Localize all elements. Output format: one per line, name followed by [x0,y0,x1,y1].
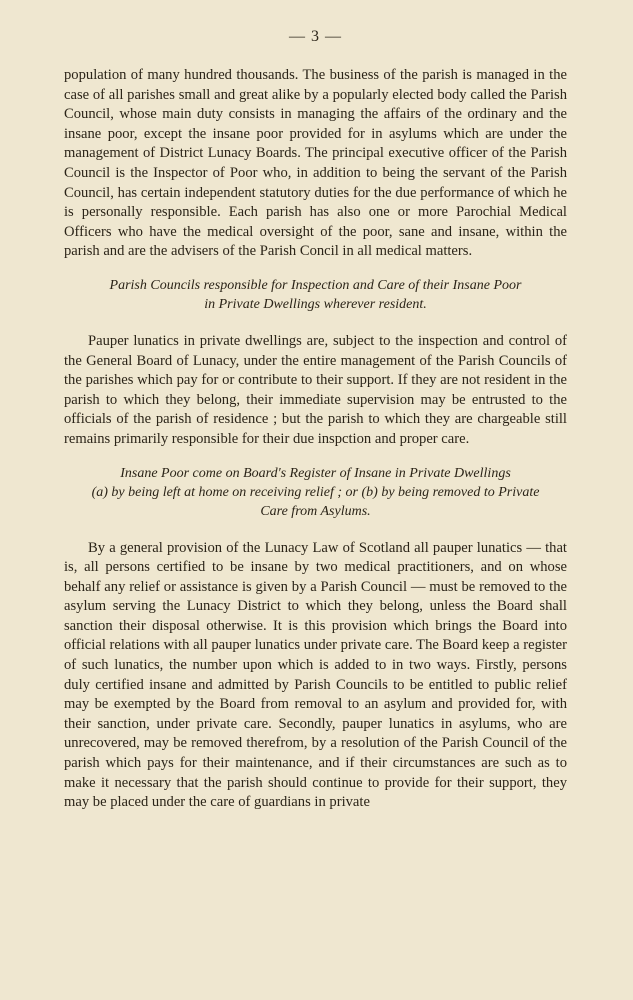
section-heading-2 [76,464,555,521]
section-heading-2-line-3: Care from Asylums. [260,503,371,519]
page-number: — 3 — [289,28,342,45]
section-heading-1-line-1: Parish Councils responsible for Inspection and Care of their Insane Poor [109,277,522,293]
section-heading-2-line-2: (a) by being left at home on receiving relief ; or (b) by being removed to Private [91,484,540,500]
paragraph-1: population of many hundred thousands. The business of the parish is managed in the case of all parishes small and great alike by a popularly elected body called the Parish Council, whose main duty consists in managing the affairs of the ordinary and the insane poor, except the insane poor provided for in asylums which are under the management of District Lunacy Boards. The principal executive officer of the Parish Council is the Inspector of Poor who, in addition to being the servant of the Parish Council, has certain independent statutory duties for the due performance of which he is personally responsible. Each parish has also one or more Parochial Medical Officers who have the medical oversight of the poor, sane and insane, within the parish and are the advisers of the Parish Concil in all medical matters. [64,67,567,260]
paragraph-2: Pauper lunatics in private dwellings are, subject to the inspection and control of the General Board of Lunacy, under the entire management of the Parish Councils of the parishes which pay for or contribute to their support. If they are not resident in the parish to which they belong, their immediate supervision may be entrusted to the officials of the parish of residence ; but the parish to which they are chargeable still remains primarily responsible for their due inspction and proper care. [64,332,567,447]
section-heading-1-line-2: in Private Dwellings wherever resident. [204,296,427,312]
section-heading-1 [76,276,555,314]
paragraph-3: By a general provision of the Lunacy Law of Scotland all pauper lunatics — that is, all persons certified to be insane by two medical practitioners, and on whose behalf any relief or assistance is given by a Parish Council — must be removed to the asylum serving the Lunacy District to which they belong, unless the Board shall sanction their disposal otherwise. It is this provision which brings the Board into official relations with all pauper lunatics under private care. The Board keep a register of such lunatics, the number upon which is added to in two ways. Firstly, persons duly certified insane and admitted by Parish Councils to be entitled to public relief may be exempted by the Board from removal to an asylum and provided for, with their sanction, under private care. Secondly, pauper lunatics in asylums, who are unrecovered, may be removed therefrom, by a resolution of the Parish Council of the parish which pays for their maintenance, and if their circumstances are such as to make it necessary that the parish should continue to provide for their support, they may be placed under the care of guardians in private [64,539,567,811]
document-page [64,28,567,827]
section-heading-2-line-1: Insane Poor come on Board's Register of Insane in Private Dwellings [120,465,511,481]
